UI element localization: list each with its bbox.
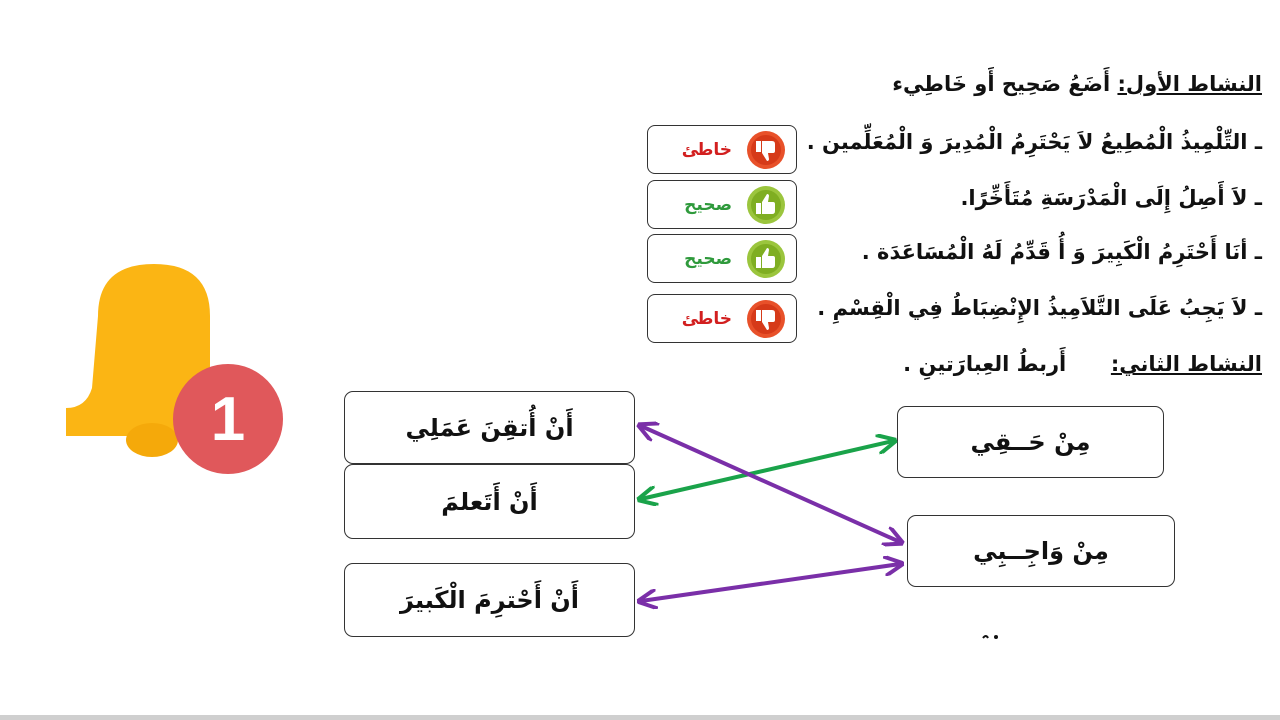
statement-3: ـ أنَا أَحْتَرِمُ الْكَبِيرَ وَ أُ قَدِّمُ لَهُ الْمُسَاعَدَة . [861, 240, 1262, 264]
cropped-text-fragment [980, 632, 1000, 644]
match-right-2[interactable]: مِنْ وَاجِــبِي [907, 515, 1175, 587]
answer-label: صحيح [684, 194, 732, 215]
statement-4: ـ لاَ يَجِبُ عَلَى التَّلاَمِيذُ الإِنْضِبَاطُ فِي الْقِسْمِ . [817, 296, 1262, 320]
match-left-2[interactable]: أَنْ أَتَعلمَ [344, 464, 635, 539]
statement-2: ـ لاَ أَصِلُ إِلَى الْمَدْرَسَةِ مُتَأَخِّرًا. [960, 186, 1262, 210]
notification-badge: 1 [173, 364, 283, 474]
arrow-learn-to-right [641, 441, 893, 499]
activity1-label: النشاط الأول: [1117, 72, 1262, 96]
answer-label: صحيح [684, 248, 732, 269]
statement-1: ـ التِّلْمِيذُ الْمُطِيعُ لاَ يَحْتَرِمُ الْمُدِيرَ وَ الْمُعَلِّمين . [806, 130, 1262, 154]
match-left-1[interactable]: أَنْ أُتقِنَ عَمَلِي [344, 391, 635, 464]
match-right-1[interactable]: مِنْ حَــقِي [897, 406, 1164, 478]
arrow-respect-to-duty [641, 564, 900, 601]
activity2-label: النشاط الثاني: [1110, 352, 1262, 376]
answer-label: خاطئ [681, 139, 732, 160]
bottom-divider [0, 715, 1280, 720]
activity2-instruction: أَربطُ العِبارَتينِ . [903, 352, 1067, 376]
match-left-3[interactable]: أَنْ أَحْترِمَ الْكَبيرَ [344, 563, 635, 637]
answer-label: خاطئ [681, 308, 732, 329]
arrow-master-to-duty [641, 426, 900, 542]
activity1-instruction: أَضَعُ صَحِيح أَو خَاطِيء [892, 72, 1111, 96]
